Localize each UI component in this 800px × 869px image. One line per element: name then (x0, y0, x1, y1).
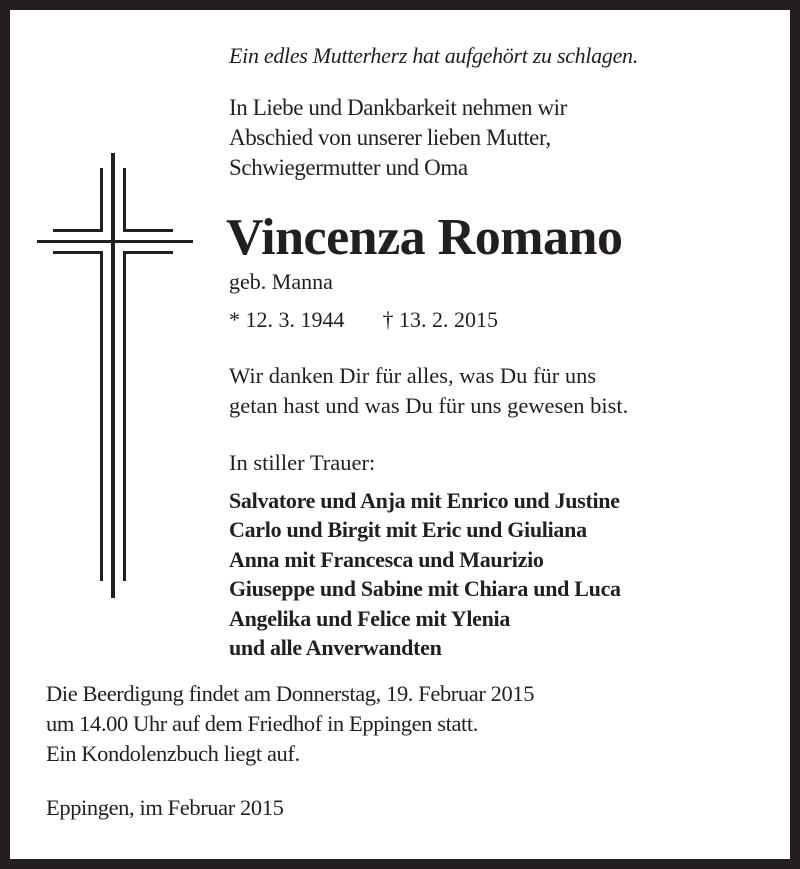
funeral-line: Die Beerdigung findet am Donnerstag, 19. Februar 2015 (46, 681, 535, 706)
motto: Ein edles Mutterherz hat aufgehört zu schlagen. (229, 43, 638, 68)
family-list (229, 486, 621, 662)
intro-line: Abschied von unserer lieben Mutter, (229, 125, 551, 150)
family-line: Carlo und Birgit mit Eric und Giuliana (229, 517, 587, 543)
family-line: Anna mit Francesca und Maurizio (229, 546, 544, 572)
death-date: † 13. 2. 2015 (382, 307, 498, 332)
thanks-line: getan hast und was Du für uns gewesen bist. (229, 393, 629, 418)
funeral-line: Ein Kondolenzbuch liegt auf. (46, 741, 300, 766)
family-line: Angelika und Felice mit Ylenia (229, 605, 511, 631)
thanks-text (229, 361, 628, 421)
obituary-notice (10, 10, 790, 859)
birth-date: * 12. 3. 1944 (229, 307, 345, 332)
funeral-info (46, 679, 534, 769)
intro-line: In Liebe und Dankbarkeit nehmen wir (229, 95, 567, 120)
mourning-label: In stiller Trauer: (229, 450, 376, 475)
life-dates (229, 307, 498, 333)
family-line: und alle Anverwandten (229, 635, 442, 661)
intro-text (229, 93, 567, 183)
deceased-name: Vincenza Romano (226, 209, 623, 266)
family-line: Salvatore und Anja mit Enrico und Justine (229, 488, 620, 513)
family-line: Giuseppe und Sabine mit Chiara und Luca (229, 576, 621, 602)
birth-name: geb. Manna (229, 269, 333, 294)
place-date: Eppingen, im Februar 2015 (46, 795, 284, 820)
intro-line: Schwiegermutter und Oma (229, 155, 468, 180)
thanks-line: Wir danken Dir für alles, was Du für uns (229, 363, 597, 388)
cross-icon (37, 153, 193, 598)
funeral-line: um 14.00 Uhr auf dem Friedhof in Eppingen statt. (46, 711, 478, 736)
